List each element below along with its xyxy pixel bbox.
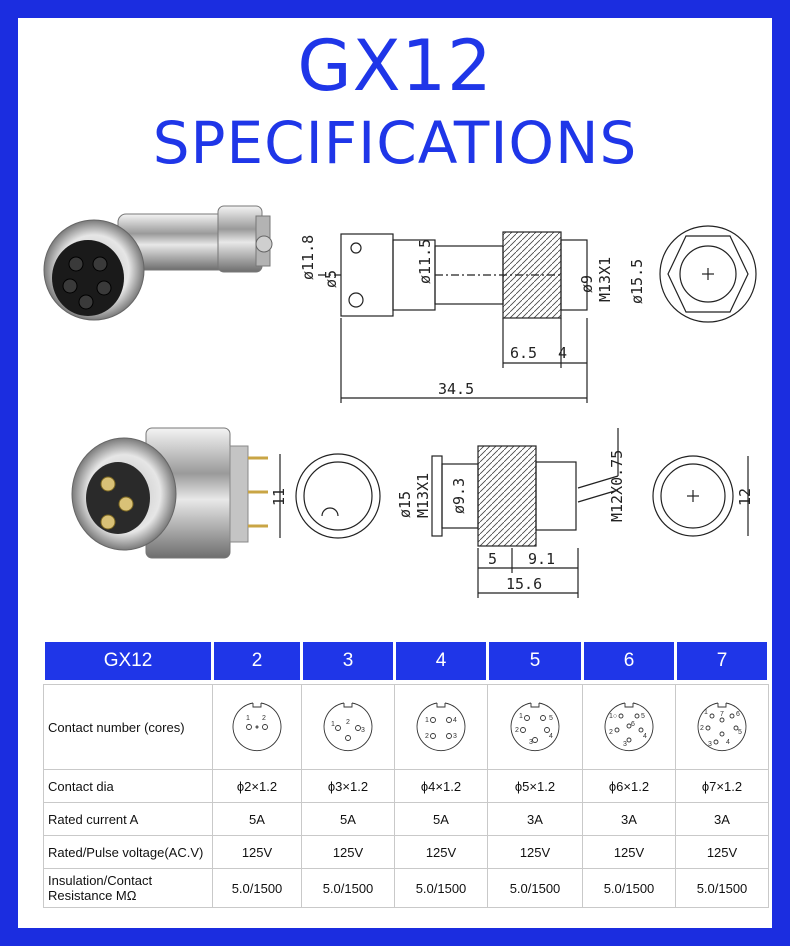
dim-9-1: 9.1 <box>528 550 556 568</box>
table-cell: 125V <box>395 836 488 869</box>
table-cell: 5.0/1500 <box>583 869 676 908</box>
svg-text:3: 3 <box>708 740 712 748</box>
table-cell: ϕ5×1.2 <box>488 770 583 803</box>
pin-layout-cell <box>583 685 676 770</box>
female-plug-photo <box>44 206 272 320</box>
pin-layout-4-icon <box>411 696 471 756</box>
svg-text:1: 1 <box>425 716 429 724</box>
pin-layout-7-icon <box>692 696 752 756</box>
table-cell: 125V <box>213 836 302 869</box>
dim-d5: ø5 <box>322 269 340 288</box>
pin-layout-cell <box>395 685 488 770</box>
svg-text:1: 1 <box>519 712 523 720</box>
header-cell: 4 <box>395 642 488 680</box>
dim-6-5: 6.5 <box>510 344 538 362</box>
svg-text:2: 2 <box>609 728 613 736</box>
header-cell: 7 <box>676 642 769 680</box>
svg-text:5: 5 <box>738 728 742 736</box>
dim-m13x1-b: M13X1 <box>414 472 432 518</box>
svg-text:3: 3 <box>623 740 627 748</box>
plug-side-drawing <box>318 232 587 403</box>
table-cell: 5.0/1500 <box>213 869 302 908</box>
svg-text:4: 4 <box>453 716 457 724</box>
svg-text:3: 3 <box>453 732 457 740</box>
pin-layout-5-icon <box>505 696 565 756</box>
svg-text:2: 2 <box>262 714 266 722</box>
table-cell: 125V <box>488 836 583 869</box>
dim-d9: ø9 <box>578 274 596 293</box>
table-cell: 5A <box>213 803 302 836</box>
pin-layout-cell <box>213 685 302 770</box>
table-cell: ϕ3×1.2 <box>302 770 395 803</box>
row-label: Rated/Pulse voltage(AC.V) <box>44 836 213 869</box>
table-cell: 5.0/1500 <box>302 869 395 908</box>
header-cell: 2 <box>213 642 302 680</box>
svg-text:6: 6 <box>736 710 740 718</box>
svg-text:3: 3 <box>361 726 365 734</box>
plug-end-view <box>660 226 756 322</box>
svg-text:6: 6 <box>631 720 635 728</box>
table-row <box>44 869 769 908</box>
table-cell: 5.0/1500 <box>488 869 583 908</box>
socket-front-view <box>280 454 380 538</box>
dim-h11: 11 <box>270 487 288 506</box>
table-row <box>44 685 769 770</box>
svg-text:2: 2 <box>515 726 519 734</box>
row-label-line: Insulation/Contact <box>48 873 153 888</box>
spec-table <box>42 642 770 908</box>
table-header-row <box>44 642 769 680</box>
table-cell: 3A <box>488 803 583 836</box>
spec-card <box>18 18 772 928</box>
dim-d9-3: ø9.3 <box>450 477 468 514</box>
header-cell: 5 <box>488 642 583 680</box>
table-cell: 3A <box>676 803 769 836</box>
header-cell: 6 <box>583 642 676 680</box>
pin-layout-cell <box>302 685 395 770</box>
table-cell: 5.0/1500 <box>395 869 488 908</box>
svg-text:1○: 1○ <box>609 712 618 720</box>
dim-15-6: 15.6 <box>506 575 543 593</box>
svg-text:4: 4 <box>643 732 647 740</box>
table-row <box>44 836 769 869</box>
svg-text:2: 2 <box>700 724 704 732</box>
row-label: Contact number (cores) <box>44 685 213 770</box>
specifications-heading: SPECIFICATIONS <box>152 109 638 177</box>
row-label <box>44 869 213 908</box>
svg-text:5: 5 <box>549 714 553 722</box>
dim-34-5: 34.5 <box>438 380 475 398</box>
svg-text:1: 1 <box>704 708 708 716</box>
dim-d11-8: ø11.8 <box>299 234 317 280</box>
dim-d11-5: ø11.5 <box>416 238 434 284</box>
table-row <box>44 770 769 803</box>
pin-layout-3-icon <box>318 696 378 756</box>
table-cell: 125V <box>302 836 395 869</box>
svg-text:1: 1 <box>331 720 335 728</box>
pin-layout-cell <box>488 685 583 770</box>
dim-5: 5 <box>488 550 498 568</box>
product-title: GX12 <box>297 25 493 107</box>
svg-text:3: 3 <box>529 738 533 746</box>
pin-layout-6-icon <box>599 696 659 756</box>
pin-layout-2-icon <box>227 696 287 756</box>
table-cell: 125V <box>583 836 676 869</box>
table-cell: 5A <box>302 803 395 836</box>
header-cell: 3 <box>302 642 395 680</box>
table-cell: 125V <box>676 836 769 869</box>
svg-text:5: 5 <box>641 712 645 720</box>
header-cell: GX12 <box>44 642 213 680</box>
table-cell: 3A <box>583 803 676 836</box>
dim-m12x075: M12X0.75 <box>608 449 626 522</box>
dim-d15: ø15 <box>396 490 414 518</box>
svg-text:4: 4 <box>726 738 730 746</box>
svg-text:7: 7 <box>720 710 724 718</box>
table-cell: ϕ6×1.2 <box>583 770 676 803</box>
dim-h12: 12 <box>736 487 754 506</box>
table-row <box>44 803 769 836</box>
technical-drawings <box>18 18 772 618</box>
dim-d15-5: ø15.5 <box>628 258 646 304</box>
svg-text:1: 1 <box>246 714 250 722</box>
table-cell: ϕ4×1.2 <box>395 770 488 803</box>
table-cell: ϕ7×1.2 <box>676 770 769 803</box>
socket-rear-view <box>653 456 748 536</box>
pin-layout-cell <box>676 685 769 770</box>
row-label-line: Resistance MΩ <box>48 888 137 903</box>
svg-text:2: 2 <box>346 718 350 726</box>
svg-text:4: 4 <box>549 732 553 740</box>
row-label: Rated current A <box>44 803 213 836</box>
table-cell: ϕ2×1.2 <box>213 770 302 803</box>
table-cell: 5.0/1500 <box>676 869 769 908</box>
table-cell: 5A <box>395 803 488 836</box>
row-label: Contact dia <box>44 770 213 803</box>
male-socket-photo <box>72 428 268 558</box>
dim-4: 4 <box>558 344 568 362</box>
dim-m13x1: M13X1 <box>596 256 614 302</box>
svg-text:2: 2 <box>425 732 429 740</box>
